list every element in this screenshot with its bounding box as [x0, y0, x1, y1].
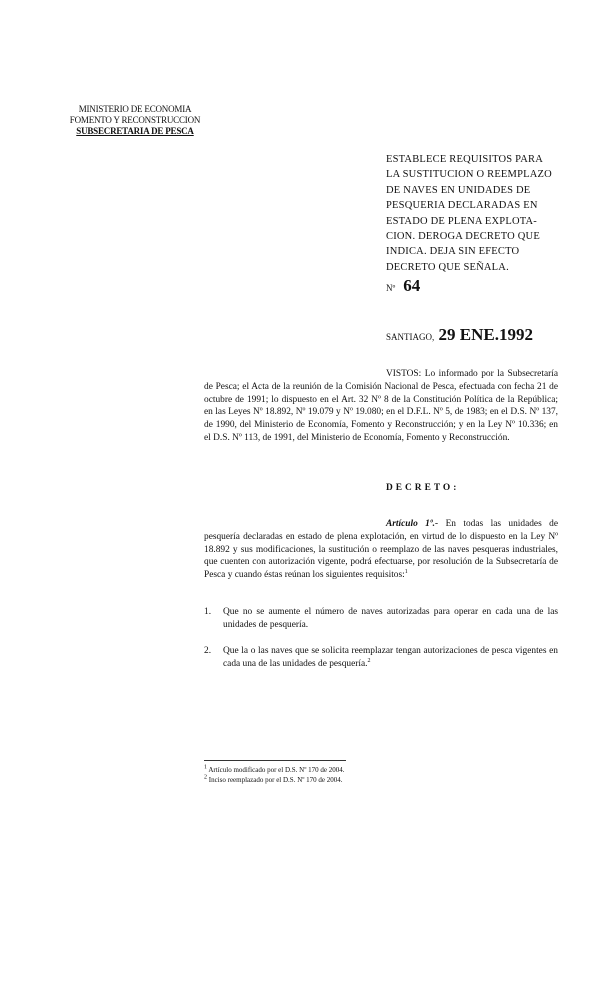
article-text: En todas las unidades de pesquería declaradas en estado de plena explotación, en virtud de lo dispuesto en la Ley Nº 18.892 y sus modificaciones, la sustitución o reemplazo de las naves pesqueras industriales, que cuenten con autorización vigente, podrá efectuarse, por resolución de la Subsecretaría de Pesca y cuando éstas reúnan los siguientes requisitos:: [204, 519, 558, 581]
article-1: [204, 518, 558, 582]
footnote-mark: 2: [204, 774, 207, 781]
item-text: Que la o las naves que se solicita reemplazar tengan autorizaciones de pesca vigentes en cada una de las unidades de pesquería.: [223, 646, 558, 669]
footnote-divider: [204, 760, 346, 761]
subject-line: DE NAVES EN UNIDADES DE: [386, 184, 531, 196]
subject-line: CION. DEROGA DECRETO QUE: [386, 231, 540, 243]
footnote-ref: 2: [367, 657, 371, 664]
ministry-subline: FOMENTO Y RECONSTRUCCION: [69, 115, 201, 125]
footnote-mark: 1: [204, 764, 207, 771]
decree-number: [386, 276, 420, 296]
number-value: 64: [403, 276, 421, 295]
footnote: [204, 766, 345, 775]
number-label: Nº: [386, 283, 396, 293]
footnote-ref: 1: [404, 569, 408, 576]
ministry-header: [60, 104, 210, 137]
subject-line: PESQUERIA DECLARADAS EN: [386, 200, 538, 212]
list-marker: 1.: [204, 607, 212, 617]
item-text: Que no se aumente el número de naves autorizadas para operar en cada una de las unidades de pesquería.: [223, 607, 558, 630]
decree-subject: [386, 152, 558, 275]
list-item: [204, 606, 558, 632]
list-text: [223, 645, 558, 671]
footnote: [204, 776, 343, 785]
decreto-heading: DECRETO:: [386, 483, 460, 493]
place-label: SANTIAGO,: [386, 332, 435, 342]
subsecretaria-line: SUBSECRETARIA DE PESCA: [76, 126, 194, 136]
list-marker: 2.: [204, 646, 212, 656]
ministry-line: MINISTERIO DE ECONOMIA: [78, 104, 192, 114]
article-title: Artículo 1º.-: [386, 519, 439, 529]
decree-date: [386, 325, 533, 345]
subject-line: INDICA. DEJA SIN EFECTO: [386, 246, 520, 258]
list-item: [204, 645, 558, 671]
vistos-paragraph: VISTOS: Lo informado por la Subsecretaría de Pesca; el Acta de la reunión de la Comisión Nacional de Pesca, efectuada con fecha 21 de octubre de 1991; lo dispuesto en el Art. 32 Nº 8 de la Constitución Política de la República; en las Leyes Nº 18.892, Nº 19.079 y Nº 19.080; en el D.F.L. Nº 5, de 1983; en el D.S. Nº 137, de 1990, del Ministerio de Economía, Fomento y Reconstrucción; y en la Ley Nº 10.336; en el D.S. Nº 113, de 1991, del Ministerio de Economía, Fomento y Reconstrucción.: [204, 369, 558, 443]
subject-line: DECRETO QUE SEÑALA.: [386, 261, 509, 273]
footnote-text: Artículo modificado por el D.S. Nº 170 de 2004.: [208, 766, 345, 774]
subject-line: ESTADO DE PLENA EXPLOTA-: [386, 215, 537, 227]
subject-line: LA SUSTITUCION O REEMPLAZO: [386, 169, 552, 181]
subject-line: ESTABLECE REQUISITOS PARA: [386, 154, 544, 165]
date-value: 29 ENE.1992: [438, 325, 533, 344]
list-text: [223, 606, 558, 632]
footnote-text: Inciso reemplazado por el D.S. Nº 170 de 2004.: [208, 776, 343, 784]
